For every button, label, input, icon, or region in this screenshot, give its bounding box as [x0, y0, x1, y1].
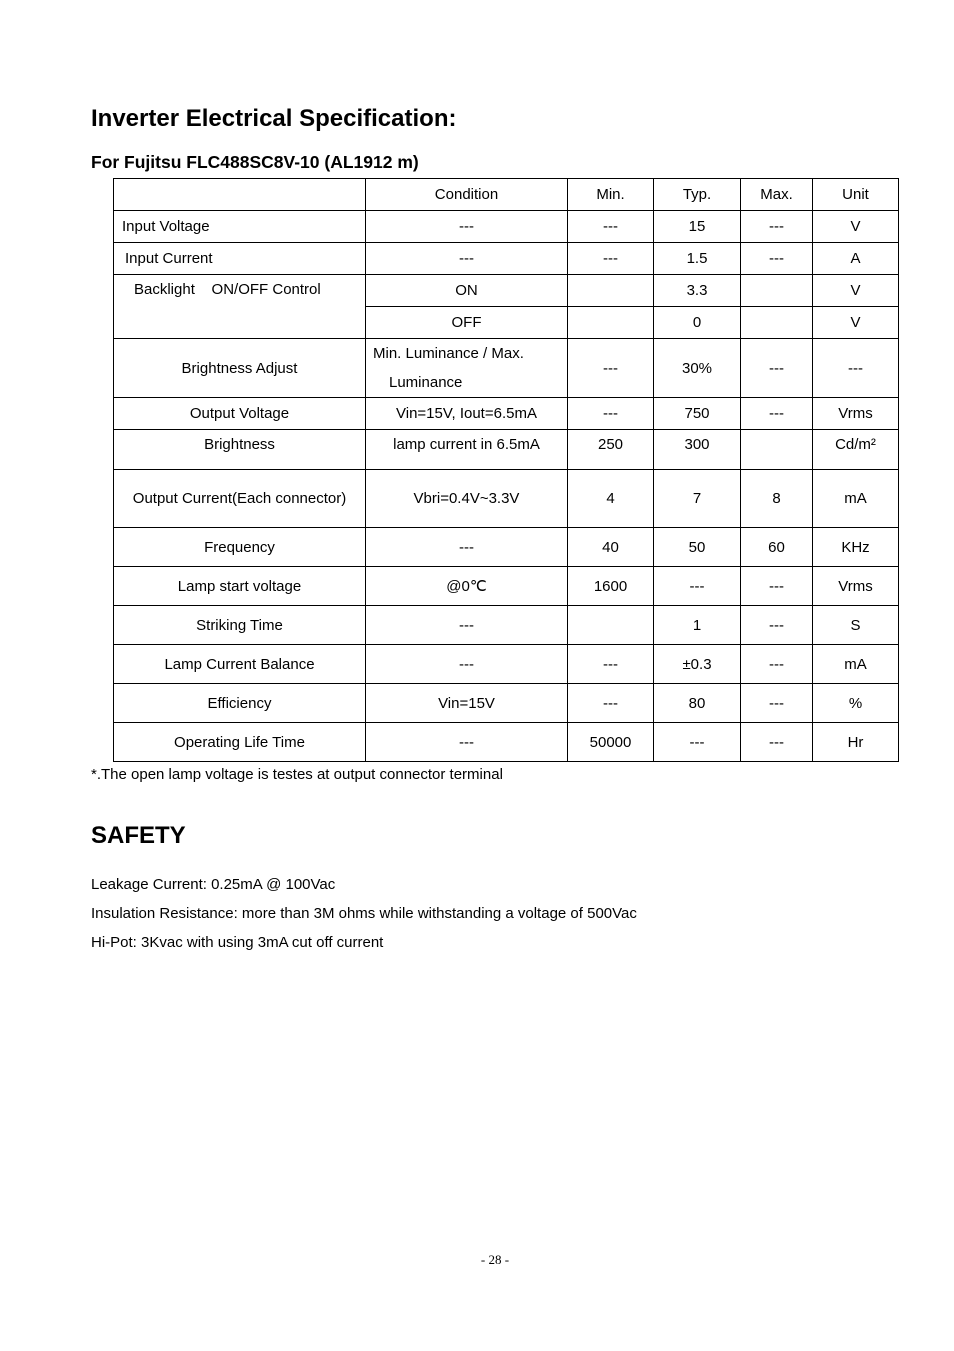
table-row	[114, 339, 899, 398]
min-cell: 40	[568, 528, 654, 567]
min-cell: 1600	[568, 567, 654, 606]
typ-cell: 7	[654, 470, 741, 528]
min-cell	[568, 275, 654, 307]
spec-table	[113, 178, 899, 762]
condition-cell: ---	[366, 211, 568, 243]
param-cell: Output Voltage	[114, 398, 366, 430]
table-footnote: *.The open lamp voltage is testes at output connector terminal	[91, 766, 503, 783]
max-cell	[741, 307, 813, 339]
table-header-row	[114, 179, 899, 211]
condition-cell: lamp current in 6.5mA	[366, 430, 568, 470]
param-cell: Lamp start voltage	[114, 567, 366, 606]
typ-cell: 1.5	[654, 243, 741, 275]
condition-cell: ---	[366, 723, 568, 762]
header-condition: Condition	[366, 179, 568, 211]
table-subtitle: For Fujitsu FLC488SC8V-10 (AL1912 m)	[91, 152, 419, 172]
condition-cell: ON	[366, 275, 568, 307]
max-cell: ---	[741, 684, 813, 723]
param-cell: Input Voltage	[114, 211, 366, 243]
unit-cell: KHz	[813, 528, 899, 567]
max-cell: ---	[741, 606, 813, 645]
max-cell: 60	[741, 528, 813, 567]
max-cell: ---	[741, 243, 813, 275]
table-row	[114, 567, 899, 606]
unit-cell: V	[813, 211, 899, 243]
max-cell: ---	[741, 339, 813, 398]
param-cell: Brightness	[114, 430, 366, 470]
min-cell	[568, 606, 654, 645]
header-unit: Unit	[813, 179, 899, 211]
typ-cell: 1	[654, 606, 741, 645]
safety-heading: SAFETY	[91, 822, 186, 849]
unit-cell: %	[813, 684, 899, 723]
header-min: Min.	[568, 179, 654, 211]
unit-cell: V	[813, 275, 899, 307]
param-cell: Lamp Current Balance	[114, 645, 366, 684]
max-cell: ---	[741, 723, 813, 762]
safety-line-insulation: Insulation Resistance: more than 3M ohms while withstanding a voltage of 500Vac	[91, 905, 637, 922]
min-cell: ---	[568, 684, 654, 723]
table-row	[114, 243, 899, 275]
safety-line-leakage: Leakage Current: 0.25mA @ 100Vac	[91, 876, 336, 893]
table-row	[114, 398, 899, 430]
header-typ: Typ.	[654, 179, 741, 211]
table-row	[114, 275, 899, 307]
param-cell: Operating Life Time	[114, 723, 366, 762]
min-cell: 4	[568, 470, 654, 528]
typ-cell: ---	[654, 723, 741, 762]
condition-cell: @0℃	[366, 567, 568, 606]
max-cell: ---	[741, 645, 813, 684]
unit-cell: ---	[813, 339, 899, 398]
param-cell: Brightness Adjust	[114, 339, 366, 398]
param-cell: Backlight ON/OFF Control	[114, 275, 366, 339]
max-cell: 8	[741, 470, 813, 528]
condition-cell: OFF	[366, 307, 568, 339]
typ-cell: 30%	[654, 339, 741, 398]
unit-cell: V	[813, 307, 899, 339]
unit-cell: mA	[813, 645, 899, 684]
param-cell: Striking Time	[114, 606, 366, 645]
header-parameter	[114, 179, 366, 211]
min-cell: 250	[568, 430, 654, 470]
condition-cell: ---	[366, 243, 568, 275]
table-row	[114, 470, 899, 528]
condition-cell: ---	[366, 528, 568, 567]
condition-cell: Vbri=0.4V~3.3V	[366, 470, 568, 528]
param-cell: Output Current(Each connector)	[114, 470, 366, 528]
min-cell: 50000	[568, 723, 654, 762]
typ-cell: 3.3	[654, 275, 741, 307]
min-cell: ---	[568, 339, 654, 398]
min-cell: ---	[568, 243, 654, 275]
condition-cell: Vin=15V	[366, 684, 568, 723]
min-cell: ---	[568, 645, 654, 684]
typ-cell: ±0.3	[654, 645, 741, 684]
unit-cell: Hr	[813, 723, 899, 762]
condition-cell: ---	[366, 606, 568, 645]
param-cell: Input Current	[114, 243, 366, 275]
unit-cell: mA	[813, 470, 899, 528]
table-row	[114, 211, 899, 243]
unit-cell: Vrms	[813, 398, 899, 430]
min-cell: ---	[568, 211, 654, 243]
condition-line: Luminance	[389, 374, 463, 391]
typ-cell: 50	[654, 528, 741, 567]
max-cell: ---	[741, 211, 813, 243]
typ-cell: ---	[654, 567, 741, 606]
typ-cell: 15	[654, 211, 741, 243]
param-cell: Efficiency	[114, 684, 366, 723]
min-cell	[568, 307, 654, 339]
condition-line: Min. Luminance / Max.	[373, 345, 524, 362]
typ-cell: 0	[654, 307, 741, 339]
max-cell: ---	[741, 398, 813, 430]
unit-cell: A	[813, 243, 899, 275]
condition-cell: ---	[366, 645, 568, 684]
page-number: - 28 -	[480, 1252, 510, 1267]
safety-line-hipot: Hi-Pot: 3Kvac with using 3mA cut off current	[91, 934, 384, 951]
typ-cell: 80	[654, 684, 741, 723]
unit-cell: Cd/m²	[813, 430, 899, 470]
header-max: Max.	[741, 179, 813, 211]
unit-cell: Vrms	[813, 567, 899, 606]
table-row	[114, 606, 899, 645]
unit-cell: S	[813, 606, 899, 645]
table-row	[114, 723, 899, 762]
condition-cell	[366, 339, 568, 398]
table-row	[114, 528, 899, 567]
table-row	[114, 684, 899, 723]
condition-cell: Vin=15V, Iout=6.5mA	[366, 398, 568, 430]
table-row	[114, 430, 899, 470]
max-cell	[741, 430, 813, 470]
min-cell: ---	[568, 398, 654, 430]
typ-cell: 300	[654, 430, 741, 470]
typ-cell: 750	[654, 398, 741, 430]
param-cell: Frequency	[114, 528, 366, 567]
max-cell: ---	[741, 567, 813, 606]
table-row	[114, 645, 899, 684]
page-title: Inverter Electrical Specification:	[91, 105, 457, 132]
max-cell	[741, 275, 813, 307]
